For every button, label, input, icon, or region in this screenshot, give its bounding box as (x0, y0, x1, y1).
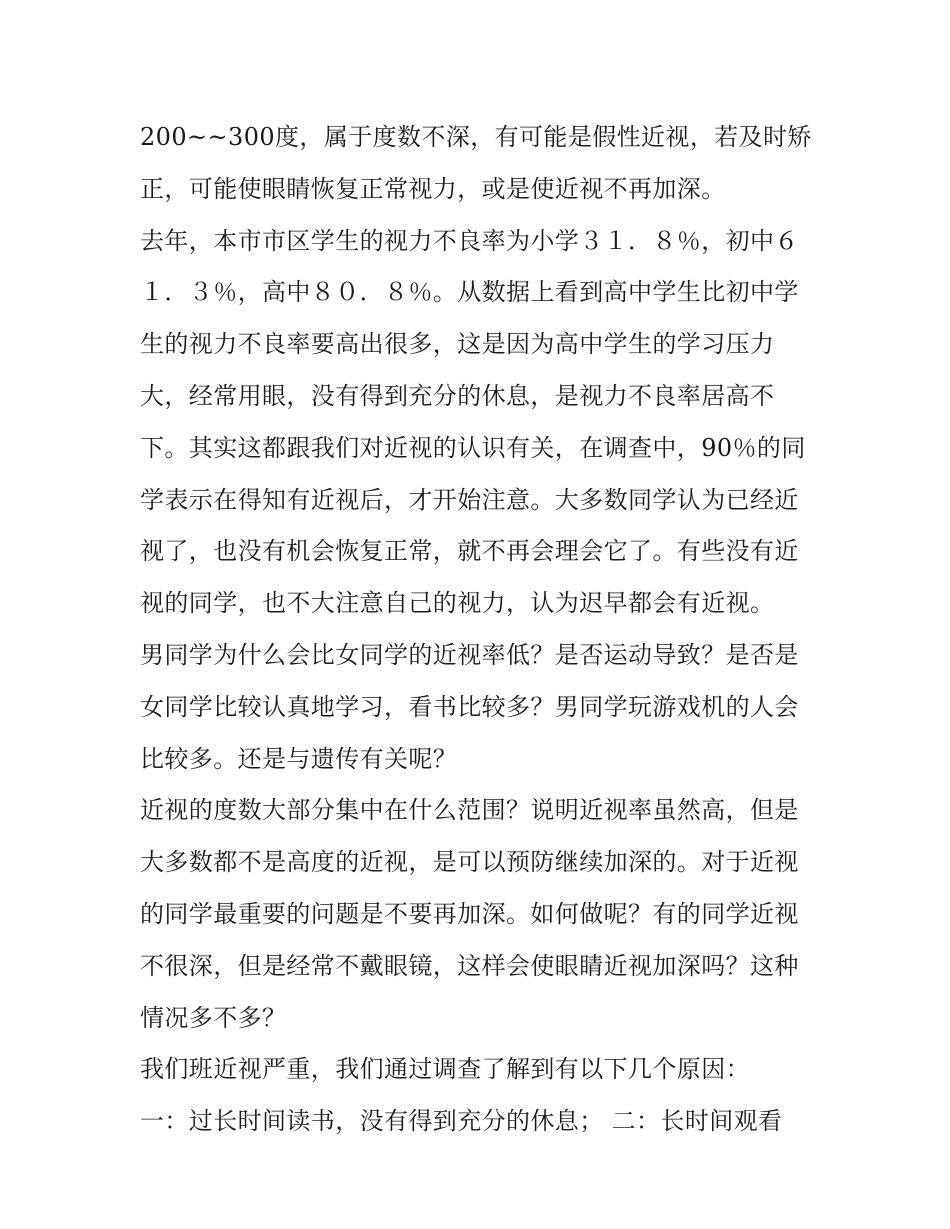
text-line-10: 视的同学，也不大注意自己的视力，认为迟早都会有近视。 (140, 589, 775, 618)
text-line-1: 200~~300度，属于度数不深，有可能是假性近视，若及时矫 (140, 123, 812, 151)
text-line-2: 正，可能使眼睛恢复正常视力，或是使近视不再加深。 (140, 174, 726, 203)
text-line-9: 视了，也没有机会恢复正常，就不再会理会它了。有些没有近 (140, 537, 799, 566)
text-line-6: 大，经常用眼，没有得到充分的休息，是视力不良率居高不 (140, 381, 775, 410)
text-line-8: 学表示在得知有近视后，才开始注意。大多数同学认为已经近 (140, 485, 799, 514)
text-line-11: 男同学为什么会比女同学的近视率低？是否运动导致？是否是 (140, 640, 799, 669)
text-line-20: 一：过长时间读书，没有得到充分的休息； 二：长时间观看 (140, 1107, 783, 1136)
text-line-7: 下。其实这都跟我们对近视的认识有关，在调查中，90％的同 (140, 433, 806, 462)
text-line-18: 情况多不多？ (140, 1003, 287, 1032)
text-line-19: 我们班近视严重，我们通过调查了解到有以下几个原因： (140, 1055, 750, 1084)
text-line-17: 不很深，但是经常不戴眼镜，这样会使眼睛近视加深吗？这种 (140, 951, 799, 980)
text-line-14: 近视的度数大部分集中在什么范围？说明近视率虽然高，但是 (140, 796, 799, 825)
text-line-4: １．３％，高中８０．８％。从数据上看到高中学生比初中学 (140, 278, 799, 307)
text-line-5: 生的视力不良率要高出很多，这是因为高中学生的学习压力 (140, 330, 775, 359)
text-line-16: 的同学最重要的问题是不要再加深。如何做呢？有的同学近视 (140, 899, 799, 928)
text-line-13: 比较多。还是与遗传有关呢？ (140, 744, 458, 773)
text-line-12: 女同学比较认真地学习，看书比较多？男同学玩游戏机的人会 (140, 692, 799, 721)
text-line-15: 大多数都不是高度的近视，是可以预防继续加深的。对于近视 (140, 848, 799, 877)
text-line-3: 去年，本市市区学生的视力不良率为小学３１．８％，初中６ (140, 226, 799, 255)
document-body (140, 112, 820, 1148)
